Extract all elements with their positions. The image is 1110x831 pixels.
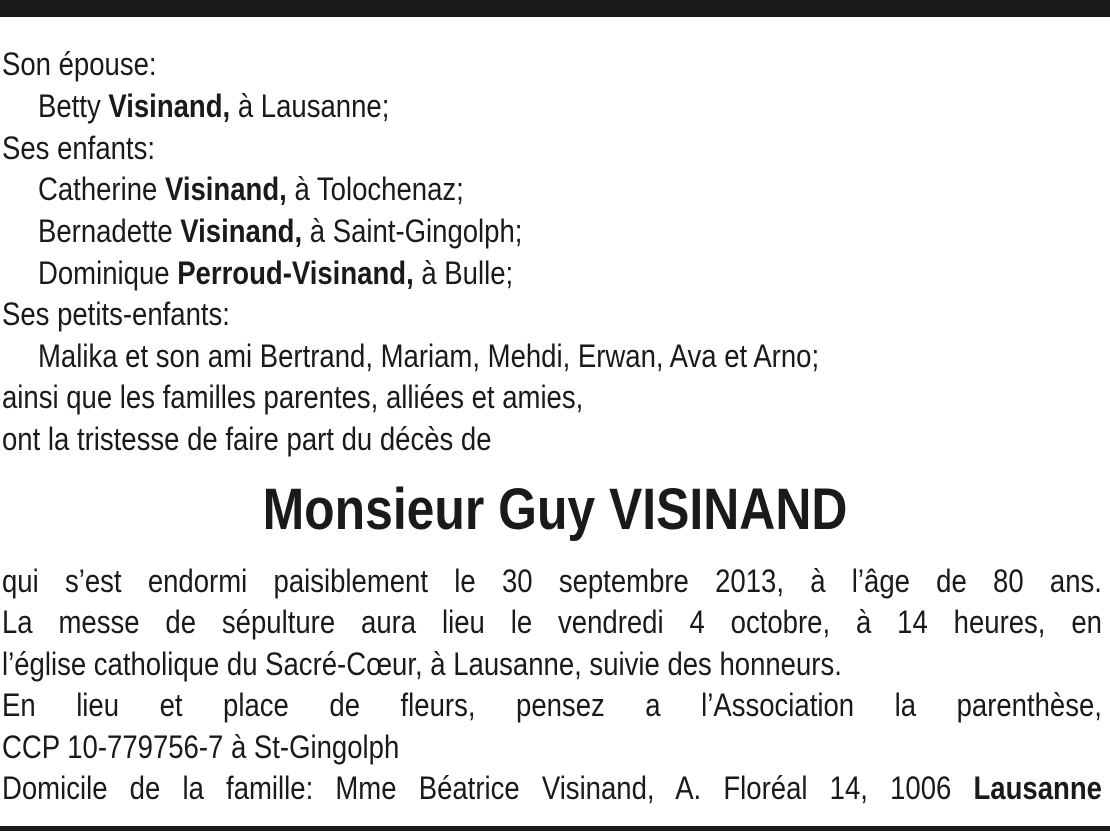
domicile-city: Lausanne: [973, 770, 1102, 806]
bottom-rule: [0, 826, 1110, 831]
families-line: ainsi que les familles parentes, alliées et amies,: [2, 379, 584, 415]
spouse-line: [38, 85, 389, 127]
child-last-name: Perroud-Visinand,: [177, 255, 414, 291]
details-line: l’église catholique du Sacré-Cœur, à Lausanne, suivie des honneurs.: [2, 646, 842, 682]
announce-line: ont la tristesse de faire part du décès de: [2, 421, 492, 457]
details-line: qui s’est endormi paisiblement le 30 septembre 2013, à l’âge de 80 ans.: [2, 563, 1102, 599]
top-rule: [0, 0, 1110, 17]
child-first-name: Bernadette: [38, 213, 173, 249]
details-line: CCP 10-779756-7 à St-Gingolph: [2, 729, 400, 765]
child-line: [38, 210, 522, 252]
grandchildren-heading: Ses petits-enfants:: [2, 296, 230, 332]
child-place: à Tolochenaz;: [294, 171, 464, 207]
child-first-name: Dominique: [38, 255, 170, 291]
grandchildren-line: Malika et son ami Bertrand, Mariam, Mehdi, Erwan, Ava et Arno;: [38, 338, 820, 374]
child-last-name: Visinand,: [164, 171, 287, 207]
domicile-text: Domicile de la famille: Mme Béatrice Visinand, A. Floréal 14, 1006: [2, 770, 952, 806]
child-place: à Saint-Gingolph;: [309, 213, 523, 249]
spouse-first-name: Betty: [38, 88, 101, 124]
child-last-name: Visinand,: [180, 213, 303, 249]
details-line: En lieu et place de fleurs, pensez a l’Association la parenthèse,: [2, 687, 1102, 723]
child-first-name: Catherine: [38, 171, 158, 207]
child-place: à Bulle;: [421, 255, 514, 291]
children-heading: Ses enfants:: [2, 130, 155, 166]
details-line: La messe de sépulture aura lieu le vendredi 4 octobre, à 14 heures, en: [2, 604, 1102, 640]
spouse-heading: Son épouse:: [2, 46, 157, 82]
domicile-line: [2, 767, 1102, 809]
child-line: [38, 252, 513, 294]
child-line: [38, 168, 464, 210]
deceased-name: Monsieur Guy VISINAND: [262, 477, 848, 542]
spouse-place: à Lausanne;: [237, 88, 390, 124]
spouse-last-name: Visinand,: [108, 88, 231, 124]
